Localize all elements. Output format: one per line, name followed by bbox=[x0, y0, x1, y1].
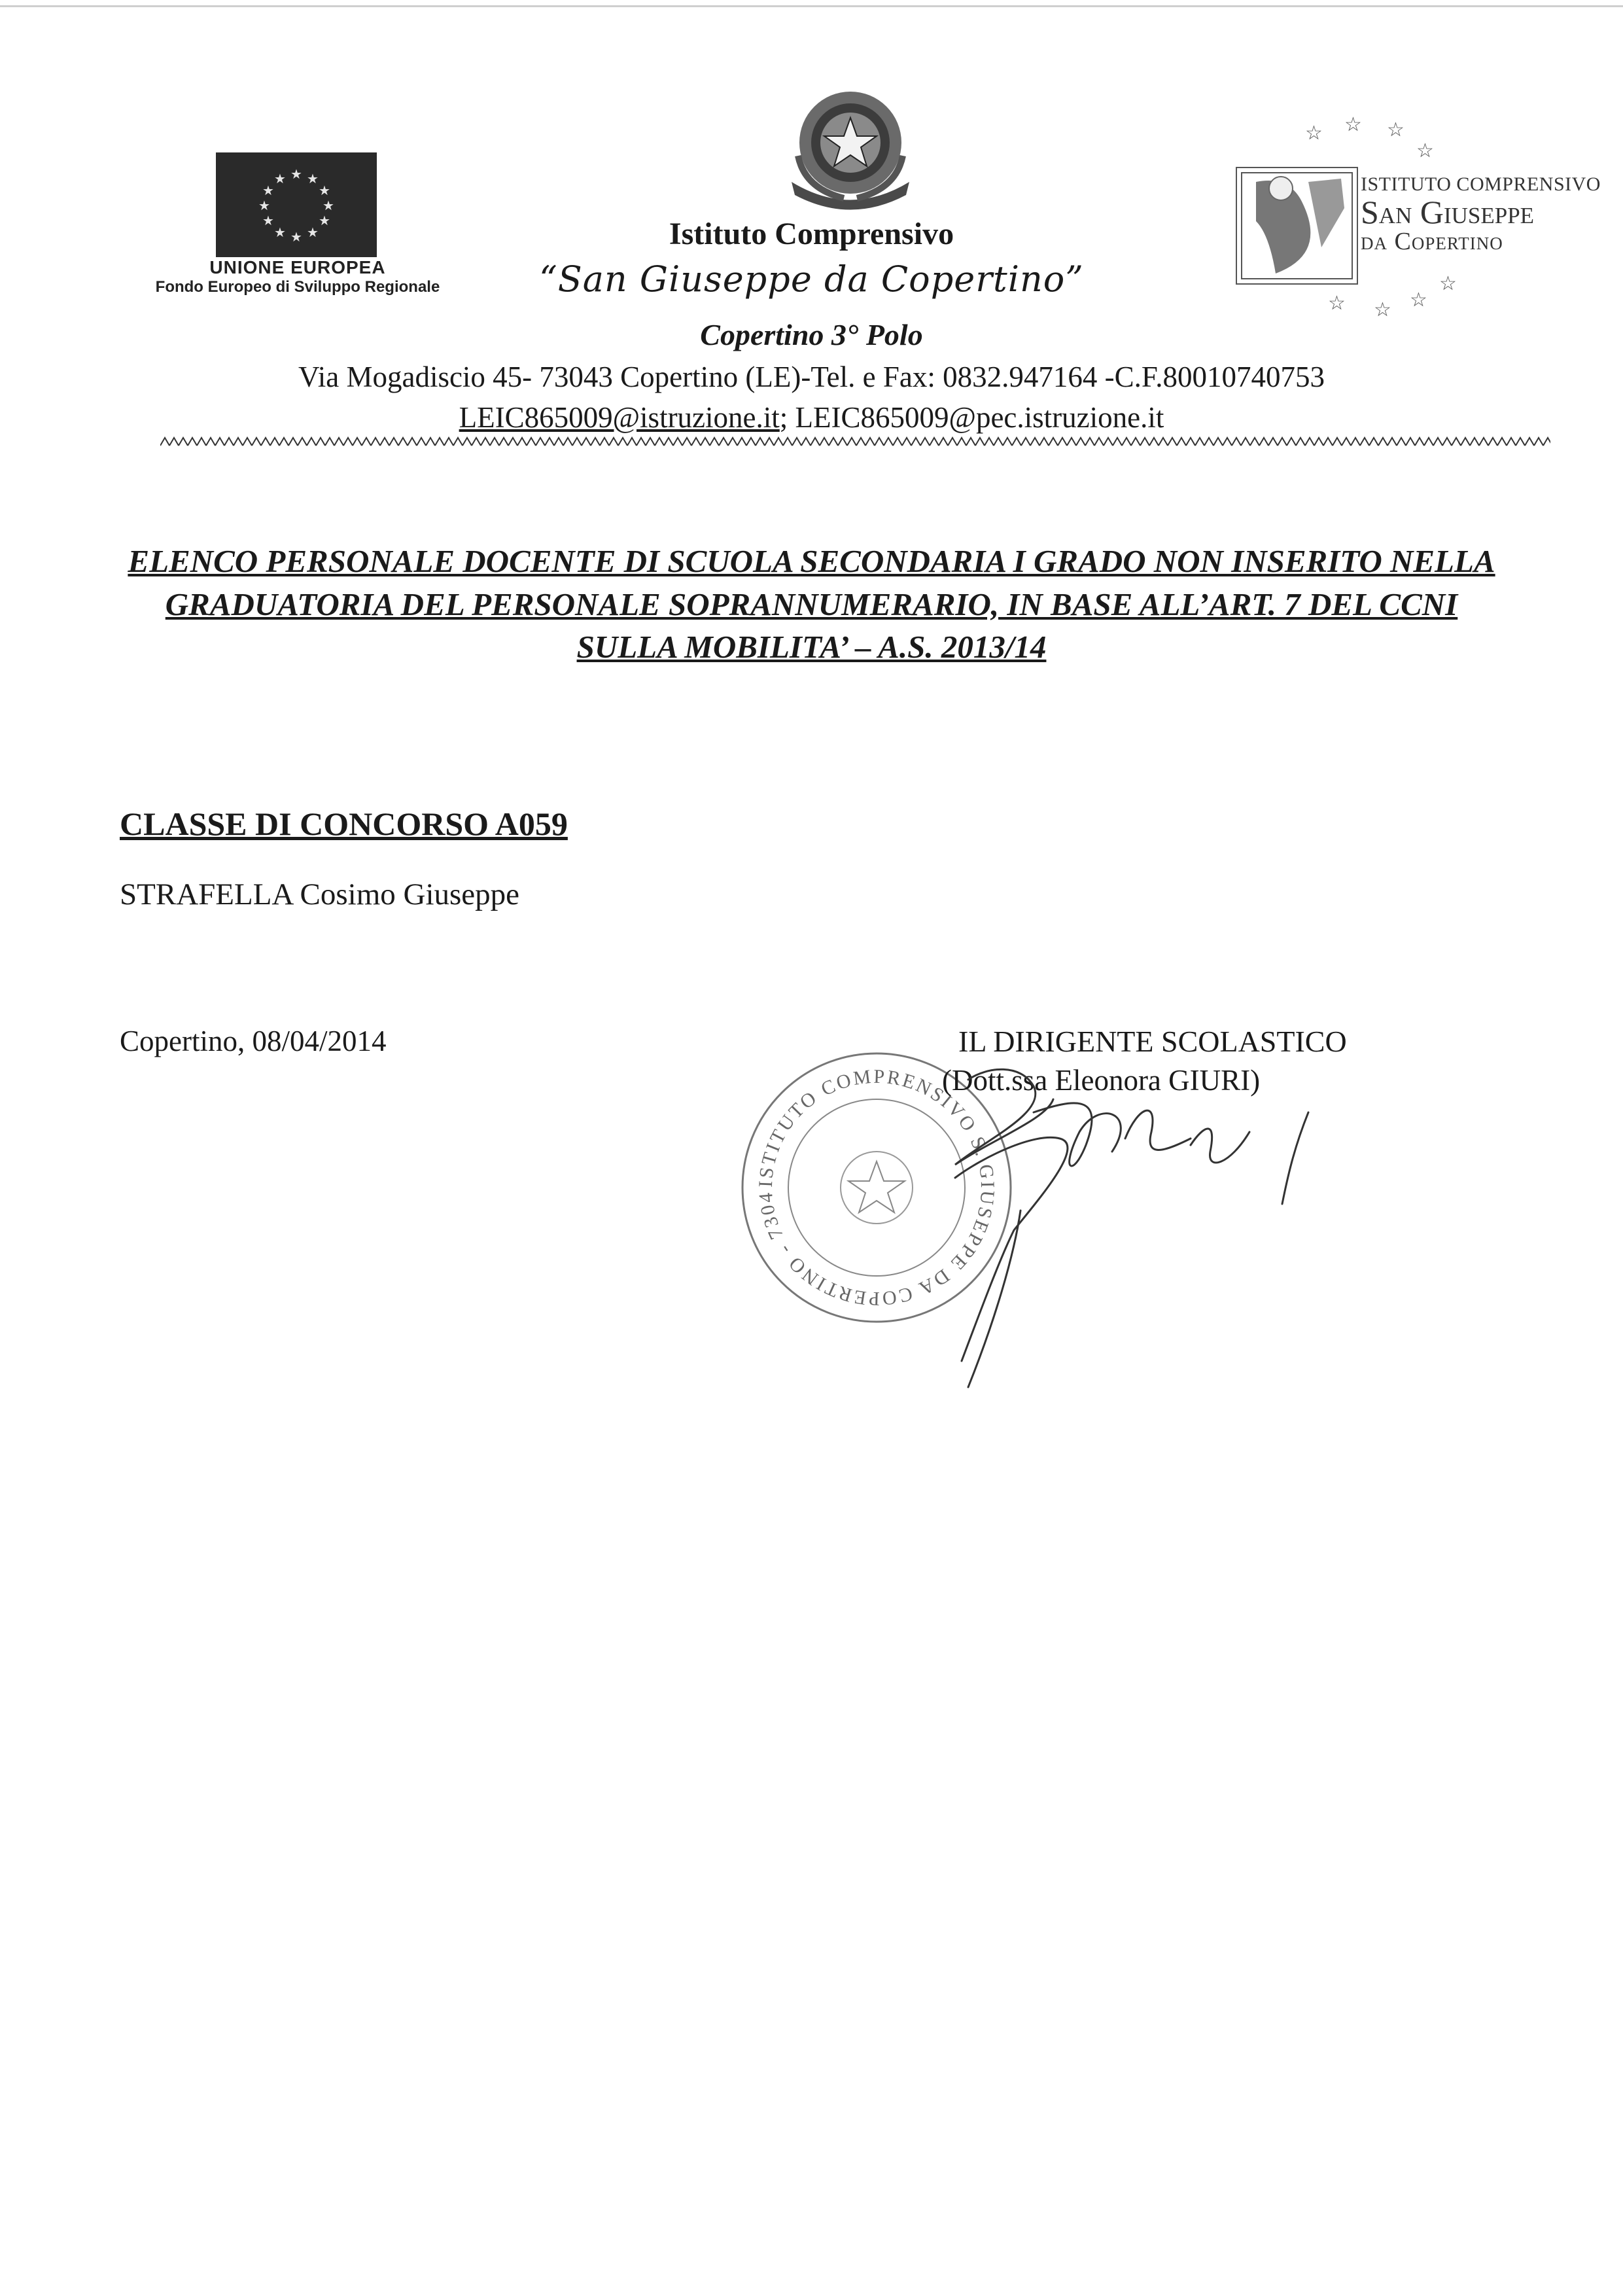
svg-text:☆: ☆ bbox=[1387, 118, 1405, 141]
svg-text:☆: ☆ bbox=[1410, 289, 1427, 311]
svg-text:★: ★ bbox=[319, 213, 330, 228]
svg-text:★: ★ bbox=[323, 198, 334, 213]
svg-text:★: ★ bbox=[307, 224, 319, 240]
teacher-name: STRAFELLA Cosimo Giuseppe bbox=[120, 877, 520, 911]
eu-caption-line2: Fondo Europeo di Sviluppo Regionale bbox=[155, 278, 440, 296]
svg-text:☆: ☆ bbox=[1305, 122, 1323, 145]
svg-text:★: ★ bbox=[258, 198, 270, 213]
place-date: Copertino, 08/04/2014 bbox=[120, 1025, 387, 1057]
school-address: Via Mogadiscio 45- 73043 Copertino (LE)-Tel. e Fax: 0832.947164 -C.F.80010740753 bbox=[298, 361, 1325, 393]
school-city: Copertino 3° Polo bbox=[700, 318, 923, 351]
svg-text:★: ★ bbox=[274, 171, 286, 186]
italian-republic-emblem-icon bbox=[778, 84, 922, 215]
school-logo-line3: da Copertino bbox=[1361, 228, 1503, 255]
handwritten-signature bbox=[942, 1060, 1361, 1400]
svg-text:★: ★ bbox=[262, 183, 274, 198]
signer-title: IL DIRIGENTE SCOLASTICO bbox=[958, 1025, 1347, 1058]
document-title-line1: ELENCO PERSONALE DOCENTE DI SCUOLA SECONDARIA I GRADO NON INSERITO NELLA bbox=[128, 543, 1495, 579]
svg-text:☆: ☆ bbox=[1439, 272, 1457, 295]
institute-heading: Istituto Comprensivo bbox=[669, 217, 954, 251]
document-title bbox=[111, 540, 1512, 669]
scan-edge-line bbox=[0, 5, 1623, 7]
svg-text:★: ★ bbox=[290, 166, 302, 182]
signer-name: (Dott.ssa Eleonora GIURI) bbox=[942, 1064, 1261, 1097]
class-heading: CLASSE DI CONCORSO A059 bbox=[120, 805, 568, 842]
svg-text:★: ★ bbox=[274, 224, 286, 240]
svg-text:☆: ☆ bbox=[1344, 116, 1362, 136]
school-logo-line1: ISTITUTO COMPRENSIVO bbox=[1361, 173, 1601, 195]
stamp-text: ISTITUTO COMPRENSIVO S. GIUSEPPE DA COPERTINO - 7304 bbox=[754, 1065, 999, 1310]
email-link-istruzione[interactable]: LEIC865009@istruzione.it bbox=[459, 401, 780, 434]
school-name: “San Giuseppe da Copertino” bbox=[539, 258, 1084, 300]
document-title-line3: SULLA MOBILITA’ – A.S. 2013/14 bbox=[576, 629, 1047, 665]
email-pec: LEIC865009@pec.istruzione.it bbox=[795, 401, 1164, 434]
document-title-line2: GRADUATORIA DEL PERSONALE SOPRANNUMERARIO, IN BASE ALL’ART. 7 DEL CCNI bbox=[165, 586, 1458, 622]
svg-text:☆: ☆ bbox=[1374, 298, 1391, 321]
svg-text:★: ★ bbox=[319, 183, 330, 198]
svg-text:★: ★ bbox=[262, 213, 274, 228]
header-zigzag-divider bbox=[160, 435, 1550, 450]
email-separator: ; bbox=[779, 401, 795, 434]
eu-caption-line1: UNIONE EUROPEA bbox=[209, 257, 386, 277]
svg-text:★: ★ bbox=[307, 171, 319, 186]
school-emails bbox=[0, 400, 1623, 434]
school-logo-line2: San Giuseppe bbox=[1361, 193, 1535, 230]
svg-text:★: ★ bbox=[290, 229, 302, 245]
svg-text:☆: ☆ bbox=[1416, 139, 1434, 162]
svg-text:☆: ☆ bbox=[1328, 292, 1346, 315]
